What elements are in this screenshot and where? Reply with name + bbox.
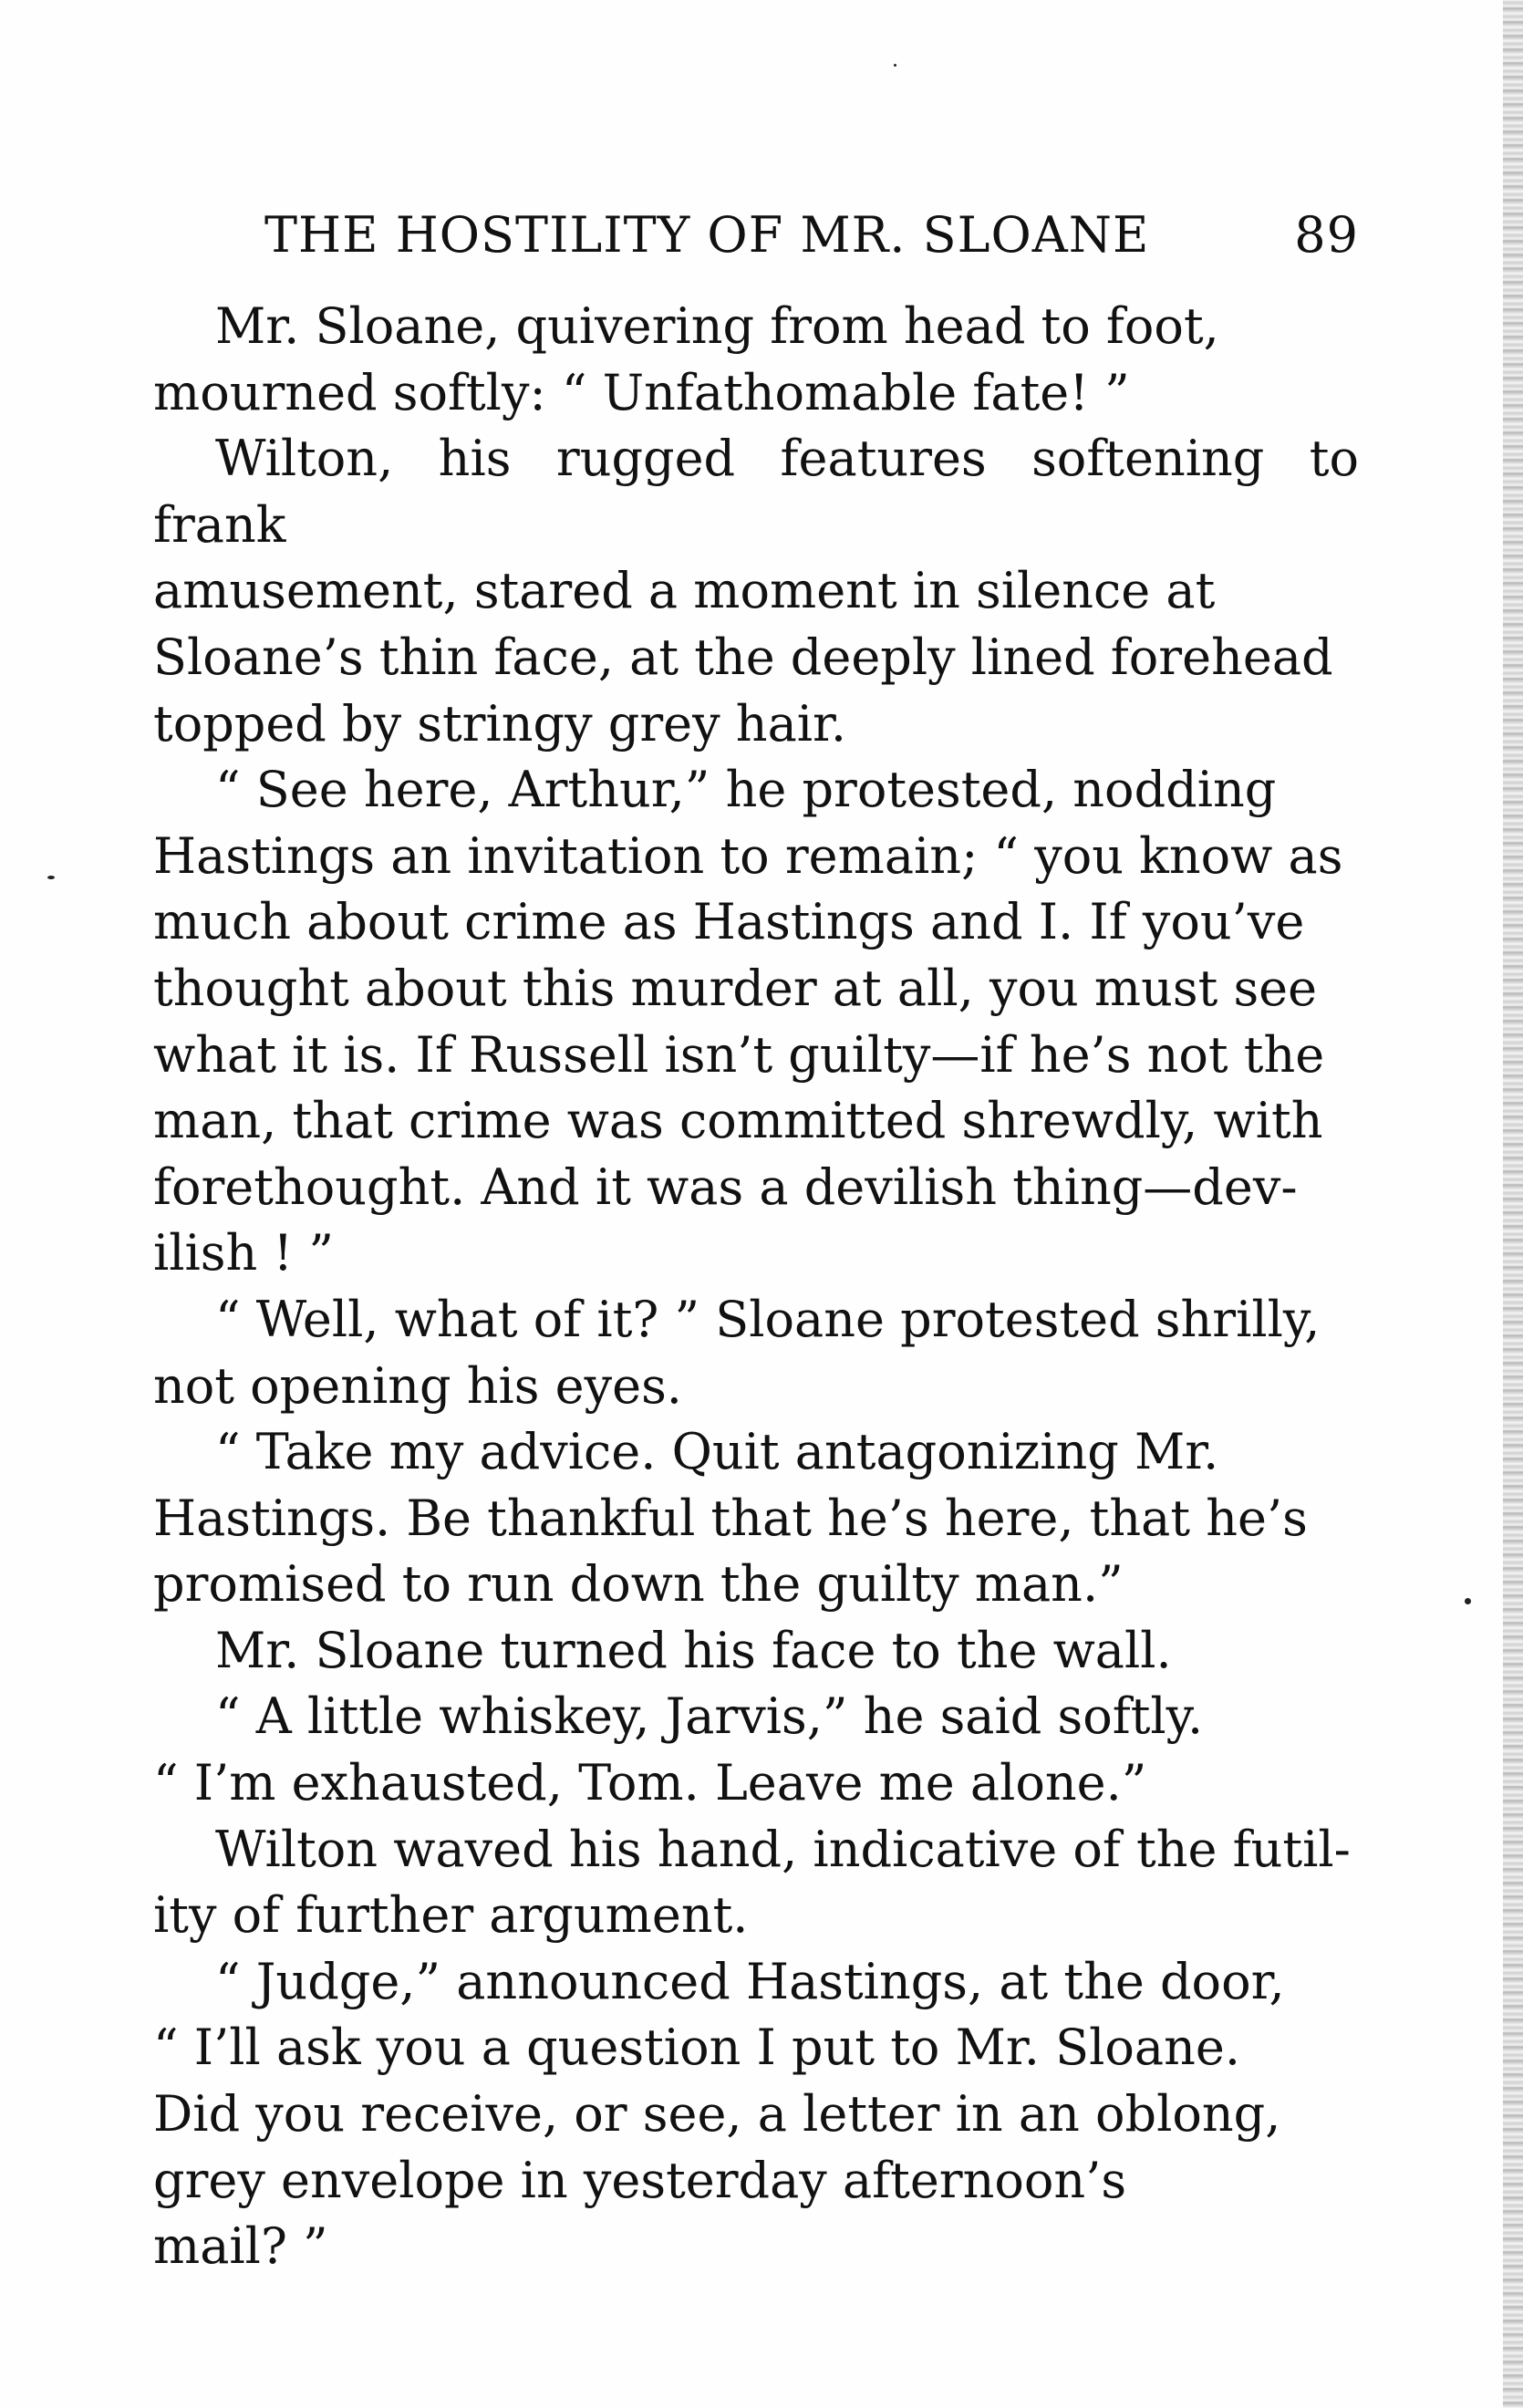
page-number: 89 bbox=[1294, 206, 1359, 264]
page-header bbox=[264, 199, 1359, 272]
paragraph: “ A little whiskey, Jarvis,” he said softly. “ I’m exhausted, Tom. Leave me alone.” bbox=[153, 1687, 1204, 1812]
paragraph: “ Well, what of it? ” Sloane protested shrilly, not opening his eyes. bbox=[153, 1290, 1321, 1415]
paragraph: Mr. Sloane turned his face to the wall. bbox=[215, 1621, 1172, 1679]
body-text bbox=[153, 294, 1359, 2280]
ink-speck bbox=[47, 876, 55, 879]
paragraph: Wilton waved his hand, indicative of the futil- ity of further argument. bbox=[153, 1820, 1351, 1945]
ink-speck bbox=[894, 64, 896, 67]
running-title: THE HOSTILITY OF MR. SLOANE bbox=[264, 206, 1150, 264]
paragraph: “ See here, Arthur,” he protested, nodding Hastings an invitation to remain; “ you know as much about crime as Hastings and I. If you’ve thought about this murder at all, you must see what it is. If Russell isn’t guilty—if he’s not the man, that crime was committed shrewdly, with forethought. And it was a devilish thing—dev- ilish ! ” bbox=[153, 761, 1343, 1282]
paragraph: Mr. Sloane, quivering from head to foot, mourned softly: “ Unfathomable fate! ” bbox=[153, 297, 1219, 421]
paragraph: “ Take my advice. Quit antagonizing Mr. Hastings. Be thankful that he’s here, that he’s promised to run down the guilty man.” bbox=[153, 1423, 1308, 1614]
page-edge-shadow bbox=[1503, 0, 1523, 2408]
ink-speck bbox=[1465, 1598, 1471, 1604]
paragraph: “ Judge,” announced Hastings, at the door, “ I’ll ask you a question I put to Mr. Sloane. Did you receive, or see, a letter in an oblong, grey envelope in yesterday afternoon’s mail? ” bbox=[153, 1952, 1285, 2276]
paragraph: Wilton, his rugged features softening to frank amusement, stared a moment in silence at Sloane’s thin face, at the deeply lined forehead topped by stringy grey hair. bbox=[153, 430, 1359, 752]
